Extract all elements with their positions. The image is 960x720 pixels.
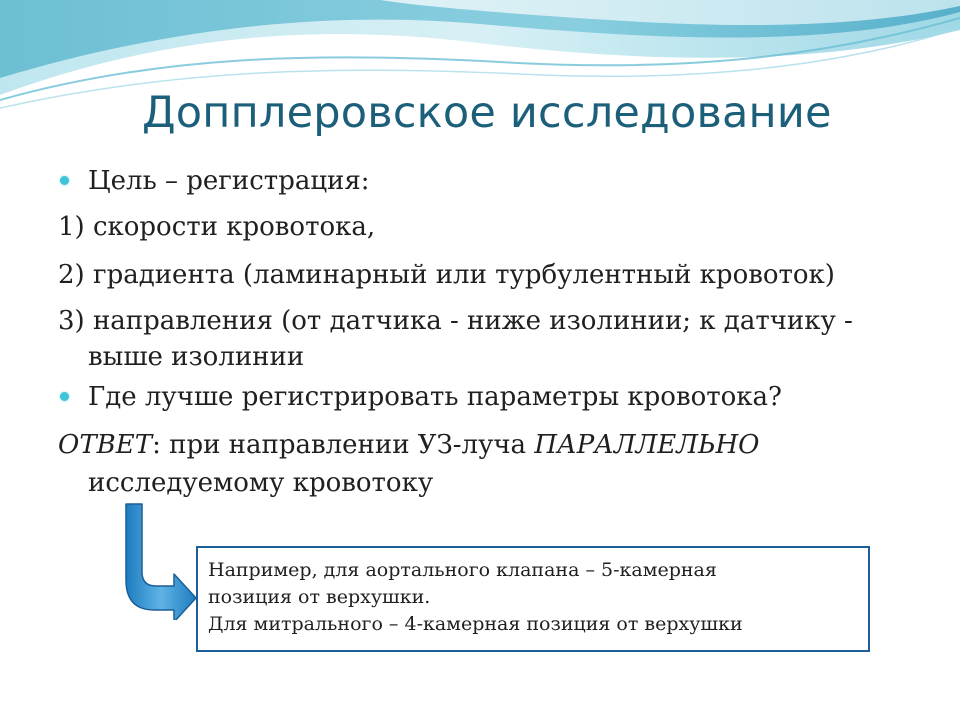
list-item-gradient: 2) градиента (ламинарный или турбулентный кровоток) <box>58 260 835 290</box>
list-item-direction-cont: выше изолинии <box>88 342 305 372</box>
bullet-dot-icon <box>60 392 69 401</box>
list-item-direction: 3) направления (от датчика - ниже изолинии; к датчику - <box>58 306 853 336</box>
question-bullet: Где лучше регистрировать параметры кровотока? <box>88 382 782 412</box>
example-note-box <box>196 546 870 652</box>
answer-text: : при направлении УЗ-луча <box>152 430 535 460</box>
slide-title: Допплеровское исследование <box>142 88 832 138</box>
goal-bullet: Цель – регистрация: <box>88 166 370 196</box>
answer-label: ОТВЕТ <box>58 430 153 460</box>
answer-line <box>58 430 759 460</box>
list-item-speed: 1) скорости кровотока, <box>58 212 376 242</box>
answer-emphasis: ПАРАЛЛЕЛЬНО <box>534 430 760 460</box>
note-line-1: Например, для аортального клапана – 5-камерная <box>208 559 717 581</box>
bent-arrow-icon <box>118 500 198 620</box>
bullet-dot-icon <box>60 176 69 185</box>
note-line-2: позиция от верхушки. <box>208 586 431 608</box>
note-line-3: Для митрального – 4-камерная позиция от верхушки <box>208 613 743 635</box>
answer-line-cont: исследуемому кровотоку <box>88 468 434 498</box>
